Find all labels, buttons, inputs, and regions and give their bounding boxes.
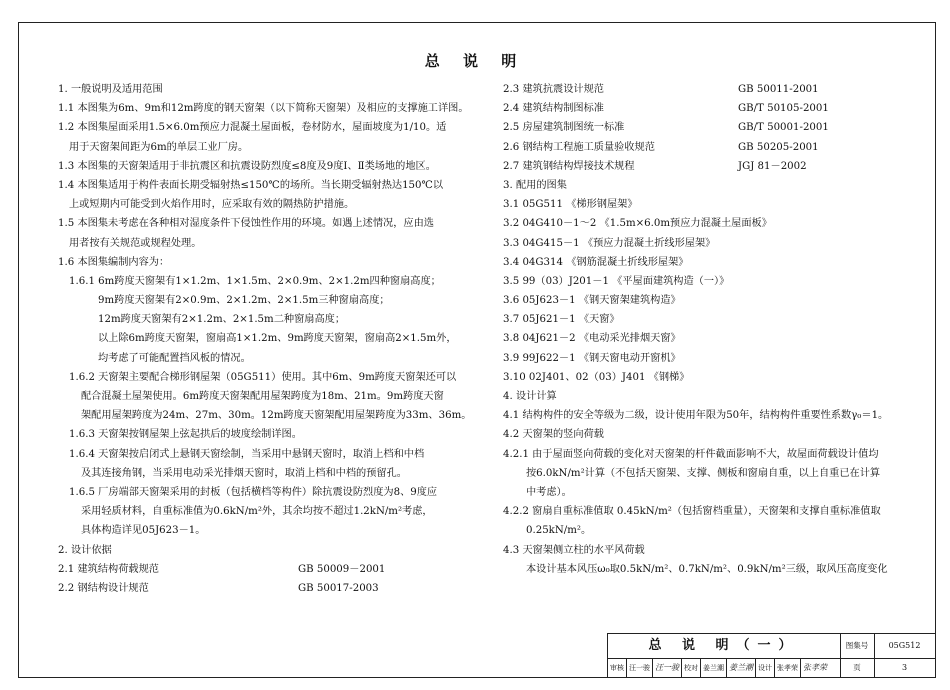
line-text: 配合混凝土屋架使用。6m跨度天窗架配用屋架跨度为18m、21m。9m跨度天窗 <box>81 391 444 402</box>
line-text: 均考虑了可能配置挡风板的情况。 <box>98 352 251 364</box>
text-line <box>503 387 923 406</box>
standard-code: JGJ 81－2002 <box>738 160 807 172</box>
proof-label: 校对 <box>682 659 701 677</box>
text-line <box>58 406 472 425</box>
text-line <box>58 368 458 387</box>
line-text: 上或短期内可能受到火焰作用时，应采取有效的隔热防护措施。 <box>69 199 355 211</box>
text-line <box>58 291 458 310</box>
text-line <box>58 138 458 157</box>
sheet-title: 总 说 明（一） <box>608 634 841 659</box>
line-text: 4.3 天窗架侧立柱的水平风荷载 <box>503 544 645 556</box>
line-text: 3.1 05G511 《梯形钢屋架》 <box>503 199 638 211</box>
line-text: 3.8 04J621－2 《电动采光排烟天窗》 <box>503 333 681 345</box>
line-text: 4.2.1 由于屋面竖向荷载的变化对天窗架的杆件截面影响不大，故屋面荷载设计值均 <box>503 448 879 460</box>
text-line <box>503 118 923 137</box>
text-line <box>58 425 458 444</box>
line-text: 3. 配用的图集 <box>503 179 567 191</box>
line-text: 12m跨度天窗架有2×1.2m、2×1.5m二种窗扇高度； <box>98 314 346 326</box>
reviewer-name: 汪一骏 <box>627 659 653 677</box>
line-text: 用者按有关规范或规程处理。 <box>69 237 202 249</box>
right-column <box>503 80 923 579</box>
page-label: 页 <box>840 658 875 677</box>
text-line <box>503 329 923 348</box>
text-line <box>58 118 458 137</box>
line-text: 2.6 钢结构工程施工质量验收规范 <box>503 141 655 153</box>
line-text: 1.5 本图集未考虑在各种相对湿度条件下侵蚀性作用的环境。如遇上述情况，应由选 <box>58 218 434 230</box>
line-text: 1.6 本图集编制内容为： <box>58 256 170 268</box>
standard-code: GB 50009－2001 <box>298 563 386 575</box>
line-text: 1.6.3 天窗架按钢屋架上弦起拱后的坡度绘制详图。 <box>69 429 302 441</box>
line-text: 按6.0kN/m²计算（不包括天窗架、支撑、侧板和窗扇自重，以上自重已在计算 <box>526 467 881 479</box>
line-text: 2.7 建筑钢结构焊接技术规程 <box>503 160 635 172</box>
text-line <box>58 234 458 253</box>
text-line <box>503 560 923 579</box>
text-line <box>58 502 458 521</box>
text-line <box>58 579 458 598</box>
line-text: 本设计基本风压ω₀取0.5kN/m²、0.7kN/m²、0.9kN/m²三级，取风压高度变化 <box>526 563 888 575</box>
text-line <box>503 502 923 521</box>
text-line <box>503 80 923 99</box>
text-line <box>58 483 458 502</box>
line-text: 及其连接角钢，当采用电动采光排烟天窗时，取消上档和中档的预留孔。 <box>81 467 407 479</box>
line-text: 1.6.2 天窗架主要配合梯形钢屋架（05G511）使用。其中6m、9m跨度天窗架还可以 <box>69 371 457 383</box>
text-line <box>58 387 458 406</box>
line-text: 2.5 房屋建筑制图统一标准 <box>503 122 625 134</box>
text-line <box>503 195 923 214</box>
line-text: 2.3 建筑抗震设计规范 <box>503 84 604 95</box>
line-text: 2. 设计依据 <box>58 544 112 556</box>
standard-code: GB 50017-2003 <box>298 582 379 594</box>
line-text: 4.2.2 窗扇自重标准值取 0.45kN/m²（包括窗档重量），天窗架和支撑自重标准值取 <box>503 506 881 518</box>
line-text: 1.6.5 厂房端部天窗架采用的封板（包括横档等构件）除抗震设防烈度为8、9度应 <box>69 486 438 498</box>
text-line <box>58 521 458 540</box>
line-text: 4. 设计计算 <box>503 391 557 402</box>
standard-code: GB 50011-2001 <box>738 84 819 95</box>
line-text: 架配用屋架跨度为24m、27m、30m。12m跨度天窗架配用屋架跨度为33m、36m。 <box>81 410 472 422</box>
text-line <box>58 214 458 233</box>
title-block <box>607 633 936 678</box>
text-line <box>58 272 458 291</box>
line-text: 1.6.4 天窗架按启闭式上悬钢天窗绘制，当采用中悬钢天窗时，取消上档和中档 <box>69 448 425 460</box>
text-line <box>58 445 458 464</box>
review-label: 审核 <box>608 659 627 677</box>
page-number: 3 <box>901 663 908 672</box>
text-line <box>58 349 458 368</box>
proofer-name: 姜兰潮 <box>701 659 727 677</box>
text-line <box>503 541 923 560</box>
line-text: 9m跨度天窗架有2×0.9m、2×1.2m、2×1.5m三种窗扇高度； <box>98 295 390 307</box>
line-text: 以上除6m跨度天窗架，窗扇高1×1.2m、9m跨度天窗架，窗扇高2×1.5m外， <box>98 333 457 345</box>
line-text: 3.10 02J401、02（03）J401 《钢梯》 <box>503 371 690 383</box>
line-text: 1.2 本图集屋面采用1.5×6.0m预应力混凝土屋面板，卷材防水，屋面坡度为1/10。适 <box>58 122 447 134</box>
line-text: 3.3 04G415－1 《预应力混凝土折线形屋架》 <box>503 237 716 249</box>
designer-signature: 张孝荣 <box>803 663 827 672</box>
line-text: 2.2 钢结构设计规范 <box>58 582 149 594</box>
line-text: 用于天窗架间距为6m的单层工业厂房。 <box>69 141 249 153</box>
line-text: 3.9 99J622－1 《钢天窗电动开窗机》 <box>503 352 681 364</box>
line-text: 4.1 结构构件的安全等级为二级，设计使用年限为50年，结构构件重要性系数γ₀＝1。 <box>503 410 889 422</box>
line-text: 3.5 99（03）J201－1 《平屋面建筑构造（一）》 <box>503 275 730 287</box>
line-text: 1.4 本图集适用于构件表面长期受辐射热≤150℃的场所。当长期受辐射热达150℃以 <box>58 179 444 191</box>
text-line <box>58 99 469 118</box>
designer-name: 张孝荣 <box>775 659 801 677</box>
text-line <box>58 176 458 195</box>
line-text: 4.2 天窗架的竖向荷载 <box>503 429 604 441</box>
text-line <box>503 349 923 368</box>
text-line <box>503 368 923 387</box>
line-text: 1.3 本图集的天窗架适用于非抗震区和抗震设防烈度≤8度及9度Ⅰ、Ⅱ类场地的地区。 <box>58 160 436 172</box>
text-line <box>58 195 458 214</box>
text-line <box>58 253 458 272</box>
standard-code: GB 50205-2001 <box>738 141 819 153</box>
standard-code: GB/T 50105-2001 <box>738 103 829 115</box>
text-line <box>503 99 923 118</box>
line-text: 1. 一般说明及适用范围 <box>58 84 163 95</box>
text-line <box>58 541 458 560</box>
line-text: 具体构造详见05J623－1。 <box>81 525 206 537</box>
text-line <box>503 272 923 291</box>
design-label: 设计 <box>756 659 775 677</box>
text-line <box>503 483 923 502</box>
text-line <box>503 425 923 444</box>
text-line <box>503 406 923 425</box>
text-line <box>503 464 923 483</box>
line-text: 3.7 05J621－1 《天窗》 <box>503 314 620 326</box>
line-text: 3.2 04G410－1～2 《1.5m×6.0m预应力混凝土屋面板》 <box>503 218 772 230</box>
reviewer-signature: 汪一骏 <box>653 658 682 677</box>
text-line <box>58 80 458 99</box>
line-text: 3.6 05J623－1 《钢天窗架建筑构造》 <box>503 295 681 307</box>
line-text: 1.1 本图集为6m、9m和12m跨度的钢天窗架（以下简称天窗架）及相应的支撑施工详图。 <box>58 103 469 115</box>
text-line <box>503 521 923 540</box>
signature-row <box>608 658 841 677</box>
atlas-number: 05G512 <box>874 634 935 659</box>
text-line <box>58 464 458 483</box>
text-line <box>503 291 923 310</box>
line-text: 3.4 04G314 《钢筋混凝土折线形屋架》 <box>503 256 689 268</box>
text-line <box>503 310 923 329</box>
line-text: 2.1 建筑结构荷载规范 <box>58 563 159 575</box>
proofer-signature: 姜兰潮 <box>727 658 756 677</box>
text-line <box>503 176 923 195</box>
text-line <box>503 138 923 157</box>
text-line <box>503 214 923 233</box>
text-line <box>503 253 923 272</box>
left-column <box>58 80 472 598</box>
text-line <box>503 157 923 176</box>
standard-code: GB/T 50001-2001 <box>738 122 829 134</box>
text-line <box>58 560 458 579</box>
text-line <box>58 310 458 329</box>
atlas-number-label: 图集号 <box>840 634 875 659</box>
text-line <box>58 329 458 348</box>
text-line <box>503 445 923 464</box>
line-text: 采用轻质材料，自重标准值为0.6kN/m²外，其余均按不超过1.2kN/m²考虑， <box>81 506 433 518</box>
line-text: 0.25kN/m²。 <box>526 525 592 537</box>
text-line <box>58 157 458 176</box>
page-title: 总 说 明 <box>424 52 526 70</box>
text-line <box>503 234 923 253</box>
line-text: 中考虑）。 <box>526 486 572 498</box>
line-text: 1.6.1 6m跨度天窗架有1×1.2m、1×1.5m、2×0.9m、2×1.2m四种窗扇高度； <box>69 275 441 287</box>
line-text: 2.4 建筑结构制图标准 <box>503 103 604 115</box>
